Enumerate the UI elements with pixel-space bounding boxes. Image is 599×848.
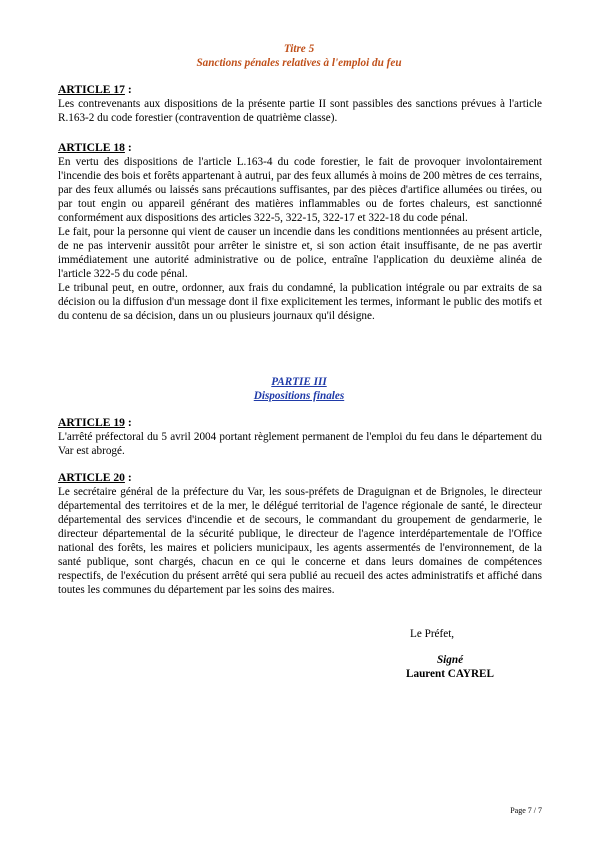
article-20-colon: : [124, 471, 132, 484]
partie-3-label: PARTIE III [271, 376, 327, 388]
article-18-title-text: ARTICLE 18 [58, 141, 125, 154]
article-18-paragraph-2: Le fait, pour la personne qui vient de causer un incendie dans les conditions mentionnées au présent article, de ne pas intervenir aussitôt pour arrêter le sinistre et, si son action était insuffisante, de ne pas avertir immédiatement une autorité administrative ou de police, entraîne l'application du deuxième alinéa de l'article 322-5 du code pénal. [58, 226, 542, 280]
article-18-colon: : [124, 141, 132, 154]
titre-5-label: Titre 5 [283, 43, 315, 55]
partie-3-heading [56, 375, 542, 403]
titre-5-heading [56, 42, 542, 70]
article-19-title [58, 416, 542, 430]
article-19-title-text: ARTICLE 19 [58, 416, 125, 429]
article-18-paragraph-1: En vertu des dispositions de l'article L.163-4 du code forestier, le fait de provoquer involontairement l'incendie des bois et forêts appartenant à autrui, par des feux allumés à moins de 200 mètres de ces terrains, par des feux allumés ou laissés sans précautions suffisantes, par des pièces d'artifice allumées ou tirées, ou par tout engin ou appareil générant des matières inflammables ou de fortes chaleurs, est sanctionné conformément aux dispositions des articles 322-5, 322-15, 322-17 et 322-18 du code pénal. [58, 156, 542, 224]
signature-signe: Signé [436, 654, 464, 666]
article-17-title-text: ARTICLE 17 [58, 83, 125, 96]
partie-3-subtitle: Dispositions finales [253, 390, 345, 402]
article-18 [58, 141, 542, 323]
article-18-title [58, 141, 542, 155]
article-17-title [58, 83, 542, 97]
article-18-paragraph-3: Le tribunal peut, en outre, ordonner, aux frais du condamné, la publication intégrale ou par extraits de sa décision ou la diffusion d'un message dont il fixe explicitement les termes, informant le public des motifs et du contenu de sa décision, dans un ou plusieurs journaux qu'il désigne. [58, 282, 542, 322]
article-17-colon: : [124, 83, 132, 96]
titre-5-subtitle: Sanctions pénales relatives à l'emploi du feu [196, 57, 402, 69]
signature-prefet: Le Préfet, [410, 628, 455, 640]
article-20 [58, 471, 542, 597]
article-20-title [58, 471, 542, 485]
article-17-paragraph-1: Les contrevenants aux dispositions de la présente partie II sont passibles des sanctions prévues à l'article R.163-2 du code forestier (contravention de quatrième classe). [58, 98, 542, 124]
article-19-colon: : [124, 416, 132, 429]
article-20-paragraph-1: Le secrétaire général de la préfecture du Var, les sous-préfets de Draguignan et de Brignoles, le directeur départemental des territoires et de la mer, le délégué territorial de l'agence régionale de santé, le directeur départemental des services d'incendie et de secours, le commandant du groupement de gendarmerie, le directeur départemental de la sécurité publique, le directeur de l'agence interdépartementale de l'Office national des forêts, les maires et policiers municipaux, les agents assermentés de l'environnement, de la santé publique, sont chargés, chacun en ce qui le concerne et dans leurs domaines de compétences respectifs, de l'exécution du présent arrêté qui sera publié au recueil des actes administratifs et affiché dans toutes les communes du département par les soins des maires. [58, 486, 542, 596]
signature-name: Laurent CAYREL [406, 668, 494, 680]
article-20-title-text: ARTICLE 20 [58, 471, 125, 484]
article-19 [58, 416, 542, 458]
article-19-paragraph-1: L'arrêté préfectoral du 5 avril 2004 portant règlement permanent de l'emploi du feu dans le département du Var est abrogé. [58, 431, 542, 457]
article-17 [58, 83, 542, 125]
page-number: Page 7 / 7 [510, 806, 542, 815]
